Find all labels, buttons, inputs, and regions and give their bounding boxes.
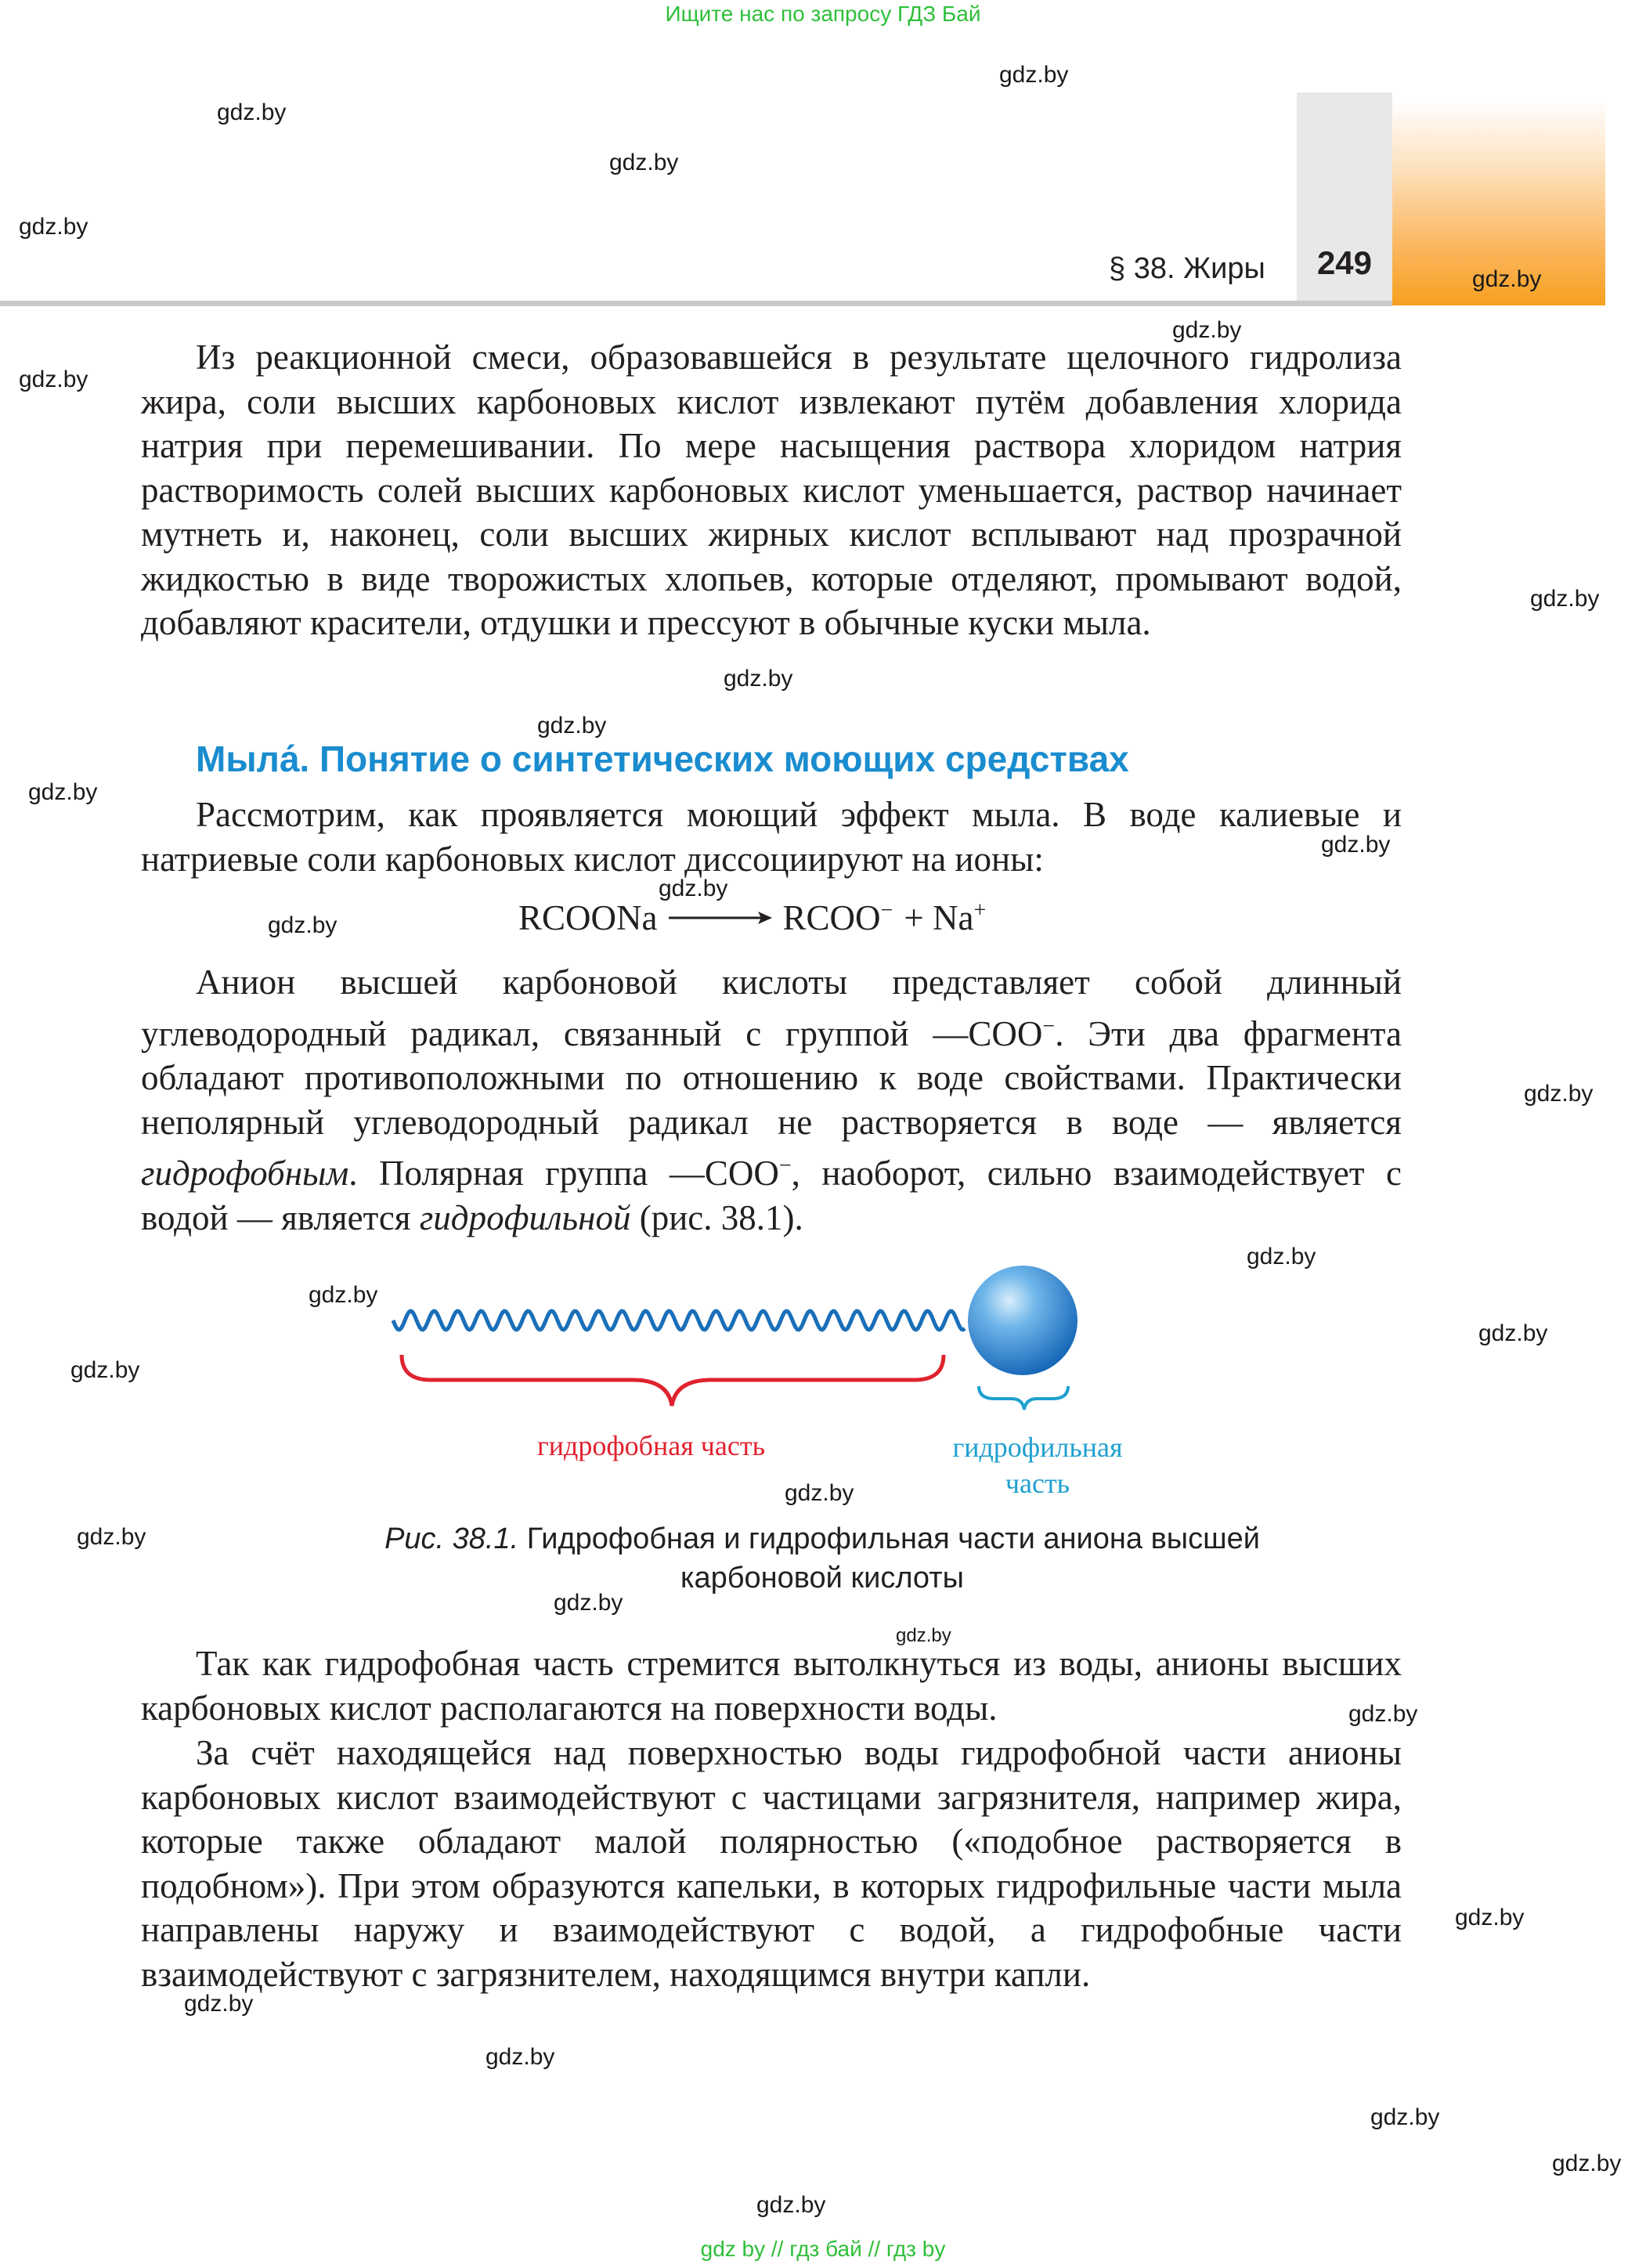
- watermark: gdz.by: [999, 62, 1069, 88]
- watermark: gdz.by: [19, 214, 88, 240]
- caption-text: Гидрофобная и гидрофильная части аниона высшей карбоновой кислоты: [526, 1522, 1260, 1594]
- page-number: 249: [1316, 244, 1373, 281]
- reaction-arrow-icon: [666, 908, 775, 927]
- figure-38-1: [376, 1245, 1128, 1425]
- paragraph-1: [141, 335, 1402, 645]
- watermark: gdz.by: [1172, 317, 1242, 343]
- watermark: gdz.by: [1455, 1905, 1525, 1930]
- watermark: gdz.by: [70, 1357, 140, 1383]
- watermark: gdz.by: [1530, 586, 1600, 612]
- label-hydrophobic-part: гидрофобная часть: [537, 1430, 766, 1461]
- anion-formula: RCOO: [782, 898, 881, 937]
- hydrocarbon-chain-wave: [393, 1311, 965, 1330]
- watermark: gdz.by: [19, 367, 88, 392]
- watermark: gdz.by: [724, 666, 793, 692]
- hydrophobic-brace: [402, 1355, 944, 1406]
- watermark: gdz.by: [1478, 1320, 1548, 1346]
- text-run: Анион высшей карбоновой кислоты представляет собой длинный углеводородный радикал, связанный с группой —COO: [141, 962, 1402, 1053]
- section-title: § 38. Жиры: [1109, 252, 1265, 285]
- text-run: . Эти два фрагмента обладают противоположными по отношению к воде свойствами. Практически неполярный углеводородный радикал не растворяется в воде — является: [141, 1013, 1402, 1142]
- watermark: gdz.by: [1552, 2151, 1622, 2176]
- anion-charge: −: [880, 898, 893, 923]
- paragraph-text: [141, 960, 1402, 1240]
- watermark: gdz.by: [659, 876, 728, 901]
- paragraph-4: [141, 1641, 1402, 1730]
- section-heading: Мыла́. Понятие о синтетических моющих средствах: [196, 739, 1129, 779]
- watermark: gdz.by: [28, 779, 98, 805]
- figure-caption: [305, 1519, 1339, 1598]
- term-hydrophilic: гидрофильной: [419, 1197, 631, 1237]
- top-banner[interactable]: Ищите нас по запросу ГДЗ Бай: [665, 2, 981, 26]
- watermark: gdz.by: [77, 1524, 146, 1550]
- watermark: gdz.by: [1370, 2104, 1440, 2130]
- paragraph-text: Из реакционной смеси, образовавшейся в результате щелочного гидролиза жира, соли высших карбоновых кислот извлекают путём добавления хлорида натрия при перемешивании. По мере насыщения раствора хлоридом натрия растворимость солей высших карбоновых кислот уменьшается, раствор начинает мутнеть и, наконец, соли высших жирных кислот всплывают над прозрачной жидкостью в виде творожистых хлопьев, которые отделяют, промывают водой, добавляют красители, отдушки и прессуют в обычные куски мыла.: [141, 338, 1402, 642]
- bottom-banner[interactable]: gdz by // гдз бай // гдз by: [700, 2237, 946, 2261]
- watermark: gdz.by: [554, 1590, 623, 1616]
- label-hydrophilic-line-2: часть: [1005, 1468, 1070, 1499]
- paragraph-2: [141, 793, 1402, 881]
- watermark: gdz.by: [1247, 1244, 1316, 1269]
- paragraph-text: Так как гидрофобная часть стремится вытолкнуться из воды, анионы высших карбоновых кислот располагаются на поверхности воды.: [141, 1644, 1402, 1728]
- equation-reactant: RCOONa: [518, 898, 658, 937]
- text-run: . Полярная группа —COO: [348, 1154, 779, 1193]
- paragraph-5: [141, 1731, 1402, 1996]
- watermark: gdz.by: [485, 2044, 555, 2070]
- watermark: gdz.by: [537, 713, 607, 739]
- watermark: gdz.by: [785, 1480, 854, 1506]
- caption-number: Рис. 38.1.: [384, 1522, 519, 1555]
- text-run: (рис. 38.1).: [630, 1197, 803, 1237]
- charge-mark: −: [778, 1154, 792, 1178]
- cation-charge: +: [973, 898, 987, 923]
- paragraph-text: За счёт находящейся над поверхностью воды гидрофобной части анионы карбоновых кислот взаимодействуют с частицами загрязнителя, например жира, которые также обладают малой полярностью («подобное растворяется в подобном»). При этом образуются капельки, в которых гидрофильные части мыла направлены наружу и взаимодействуют с водой, а гидрофобные части взаимодействуют с загрязнителем, находящимся внутри капли.: [141, 1733, 1402, 1994]
- watermark: gdz.by: [1321, 832, 1391, 858]
- dissociation-equation: [518, 897, 986, 938]
- text-run: , наоборот, сильно взаимодействует с водой — является: [141, 1154, 1402, 1237]
- watermark: gdz.by: [1348, 1701, 1418, 1727]
- term-hydrophobic: гидрофобным: [141, 1154, 349, 1193]
- header-rule: [0, 301, 1392, 306]
- watermark: gdz.by: [217, 99, 287, 125]
- cation-formula: + Na: [904, 898, 974, 937]
- watermark: gdz.by: [309, 1282, 378, 1308]
- watermark: gdz.by: [1524, 1081, 1594, 1107]
- equation-cation: [904, 897, 986, 938]
- watermark: gdz.by: [609, 150, 679, 175]
- label-hydrophilic-part: [901, 1429, 1175, 1501]
- equation-anion: [783, 897, 893, 938]
- watermark: gdz.by: [896, 1625, 951, 1646]
- watermark: gdz.by: [184, 1991, 254, 2017]
- label-hydrophilic-line-1: гидрофильная: [952, 1432, 1123, 1463]
- paragraph-text: Рассмотрим, как проявляется моющий эффект мыла. В воде калиевые и натриевые соли карбоновых кислот диссоциируют на ионы:: [141, 795, 1402, 879]
- charge-mark: −: [1042, 1013, 1056, 1038]
- watermark: gdz.by: [268, 912, 338, 938]
- paragraph-3: [141, 960, 1402, 1240]
- watermark: gdz.by: [756, 2192, 826, 2218]
- watermark: gdz.by: [1472, 266, 1542, 292]
- polar-head-sphere: [968, 1266, 1077, 1375]
- hydrophilic-brace: [979, 1386, 1068, 1410]
